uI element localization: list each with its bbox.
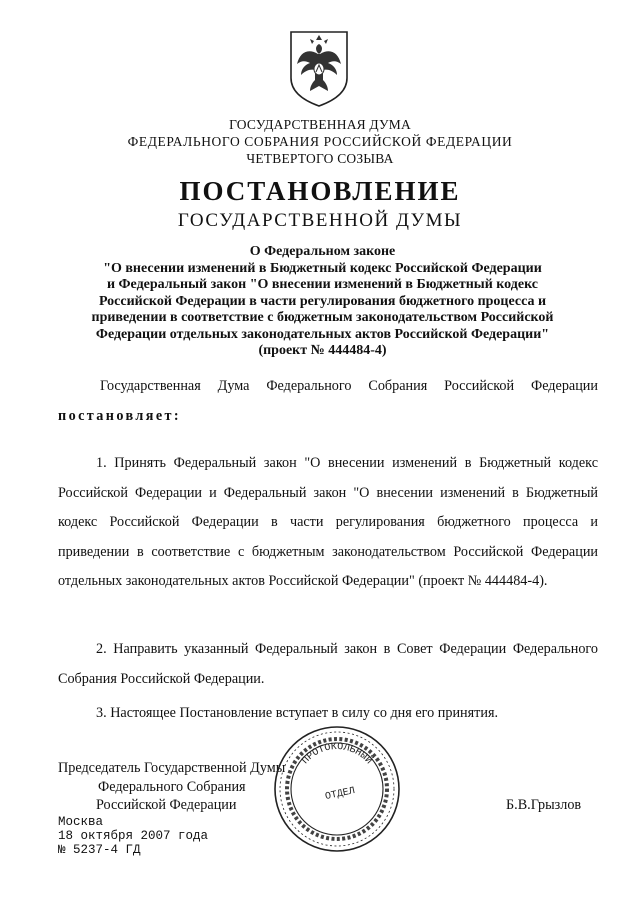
subject-line: (проект № 444484-4) xyxy=(258,343,387,358)
signatory-role-line2: Федерального Собрания xyxy=(98,779,246,795)
stamp-inner-text: ПРОТОКОЛЬНЫЙ xyxy=(300,741,374,767)
resolution-number: № 5237-4 ГД xyxy=(58,843,141,857)
signing-date: 18 октября 2007 года xyxy=(58,829,209,843)
org-name-line2: ФЕДЕРАЛЬНОГО СОБРАНИЯ РОССИЙСКОЙ ФЕДЕРАЦИИ xyxy=(127,134,513,149)
official-stamp xyxy=(270,722,404,856)
subject-line: О Федеральном законе xyxy=(249,244,396,259)
intro-paragraph xyxy=(58,372,598,431)
coat-of-arms-icon xyxy=(288,30,350,108)
subject-block xyxy=(40,244,605,360)
signatory-role-line1: Председатель Государственной Думы xyxy=(58,760,286,776)
intro-text: Государственная Дума Федерального Собрания Российской Федерации xyxy=(100,378,598,394)
org-name-line1: ГОСУДАРСТВЕННАЯ ДУМА xyxy=(229,117,411,132)
place-of-signing: Москва xyxy=(58,815,104,829)
subject-line: Федерации отдельных законодательных актов Российской Федерации" xyxy=(95,326,550,342)
subject-line: приведении в соответствие с бюджетным законодательством Российской xyxy=(91,310,554,325)
document-title: ПОСТАНОВЛЕНИЕ xyxy=(179,176,461,206)
subject-line: Российской Федерации в части регулирования бюджетного процесса и xyxy=(98,293,547,309)
document-subtitle: ГОСУДАРСТВЕННОЙ ДУМЫ xyxy=(177,210,463,231)
resolves-word: постановляет: xyxy=(58,407,182,424)
item-3-paragraph: 3. Настоящее Постановление вступает в силу со дня его принятия. xyxy=(96,705,499,721)
subject-line: и Федеральный закон "О внесении изменений в Бюджетный кодекс xyxy=(106,277,539,292)
convocation-line: ЧЕТВЕРТОГО СОЗЫВА xyxy=(246,151,394,166)
item-2-paragraph: 2. Направить указанный Федеральный закон в Совет Федерации Федерального Собрания Российской Федерации. xyxy=(58,641,598,687)
subject-line: "О внесении изменений в Бюджетный кодекс Российской Федерации xyxy=(103,260,542,276)
signatory-role-line3: Российской Федерации xyxy=(96,797,237,813)
signatory-name: Б.В.Грызлов xyxy=(506,797,582,813)
stamp-center-text: ОТДЕЛ xyxy=(324,785,356,803)
item-1-paragraph: 1. Принять Федеральный закон "О внесении изменений в Бюджетный кодекс Российской Федерации и Федеральный закон "О внесении изменений в Бюджетный кодекс Российской Федерации в части регулирования бюджетного процесса и приведении в соответствие с бюджетным законодательством Российской Федерации отдельных законодательных актов Российской Федерации" (проект № 444484-4). xyxy=(58,455,598,589)
